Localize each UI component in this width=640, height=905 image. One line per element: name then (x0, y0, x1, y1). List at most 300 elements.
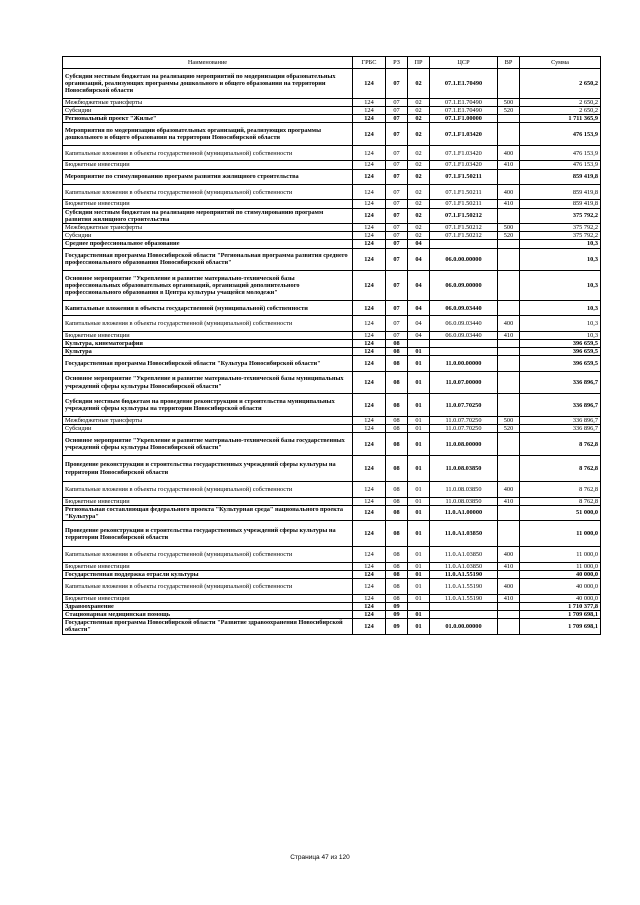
cell-vr (498, 602, 520, 610)
cell-pr: 02 (408, 208, 430, 223)
cell-name: Культура (63, 348, 353, 356)
cell-pr: 02 (408, 169, 430, 184)
cell-name: Бюджетные инвестиции (63, 200, 353, 208)
cell-rz: 08 (386, 425, 408, 433)
cell-sum: 375 792,2 (520, 232, 601, 240)
cell-grbs: 124 (353, 371, 386, 394)
cell-pr: 02 (408, 161, 430, 169)
cell-vr (498, 371, 520, 394)
cell-csr: 07.1.F1.50212 (430, 232, 498, 240)
cell-csr: 11.0.08.00000 (430, 433, 498, 456)
cell-rz: 08 (386, 433, 408, 456)
cell-csr: 07.1.F1.03420 (430, 146, 498, 161)
cell-rz: 08 (386, 570, 408, 578)
cell-sum: 2 650,2 (520, 107, 601, 115)
cell-rz: 07 (386, 208, 408, 223)
cell-pr: 01 (408, 482, 430, 497)
table-row (63, 248, 601, 271)
cell-pr: 02 (408, 200, 430, 208)
cell-vr: 410 (498, 594, 520, 602)
cell-name: Капитальные вложения в объекты государственной (муниципальной) собственности (63, 482, 353, 497)
cell-csr: 11.0.A1.03850 (430, 562, 498, 570)
cell-csr: 11.0.A1.03850 (430, 521, 498, 547)
table-row (63, 371, 601, 394)
cell-vr: 410 (498, 562, 520, 570)
cell-csr (430, 602, 498, 610)
cell-vr: 400 (498, 579, 520, 594)
table-row (63, 356, 601, 371)
cell-pr: 02 (408, 184, 430, 199)
cell-csr: 06.0.09.00000 (430, 271, 498, 301)
cell-csr: 07.1.F1.50212 (430, 208, 498, 223)
table-row (63, 339, 601, 347)
cell-name: Бюджетные инвестиции (63, 562, 353, 570)
cell-name: Культура, кинематография (63, 339, 353, 347)
cell-rz: 07 (386, 146, 408, 161)
cell-sum: 859 419,8 (520, 169, 601, 184)
cell-sum: 2 650,2 (520, 98, 601, 106)
cell-name: Государственная программа Новосибирской области "Региональная программа развития среднего профессионального образования Новосибирской области" (63, 248, 353, 271)
table-row (63, 146, 601, 161)
budget-table (62, 56, 601, 635)
cell-vr: 400 (498, 146, 520, 161)
cell-pr: 01 (408, 619, 430, 634)
cell-name: Основное мероприятие "Укрепление и развитие материально-технической базы профессиональных образовательных организаций, организаций дополнительного профессионального образования в Центра культуры учащейся молодежи" (63, 271, 353, 301)
cell-grbs: 124 (353, 579, 386, 594)
cell-rz: 07 (386, 223, 408, 231)
cell-grbs: 124 (353, 610, 386, 618)
cell-rz: 08 (386, 497, 408, 505)
cell-grbs: 124 (353, 208, 386, 223)
cell-vr (498, 356, 520, 371)
cell-sum: 10,3 (520, 316, 601, 331)
cell-csr: 01.0.00.00000 (430, 619, 498, 634)
table-row (63, 69, 601, 99)
cell-vr: 400 (498, 482, 520, 497)
cell-rz: 08 (386, 579, 408, 594)
table-row (63, 161, 601, 169)
cell-grbs: 124 (353, 169, 386, 184)
cell-sum: 11 000,0 (520, 562, 601, 570)
cell-rz: 07 (386, 300, 408, 315)
cell-name: Капитальные вложения в объекты государственной (муниципальной) собственности (63, 184, 353, 199)
cell-csr: 07.1.E1.70490 (430, 69, 498, 99)
cell-rz: 08 (386, 339, 408, 347)
table-row (63, 619, 601, 634)
cell-grbs: 124 (353, 200, 386, 208)
cell-grbs: 124 (353, 271, 386, 301)
cell-vr (498, 505, 520, 520)
table-row (63, 348, 601, 356)
cell-csr (430, 339, 498, 347)
cell-pr: 01 (408, 562, 430, 570)
cell-name: Мероприятие по стимулированию программ развития жилищного строительства (63, 169, 353, 184)
table-row (63, 482, 601, 497)
cell-name: Субсидии местным бюджетам на проведение реконструкции и строительства муниципальных учреждений сферы культуры на территории Новосибирской области (63, 394, 353, 417)
cell-pr: 02 (408, 107, 430, 115)
cell-grbs: 124 (353, 123, 386, 146)
cell-csr: 11.0.07.70250 (430, 394, 498, 417)
cell-grbs: 124 (353, 316, 386, 331)
table-row (63, 455, 601, 481)
cell-grbs: 124 (353, 356, 386, 371)
cell-name: Бюджетные инвестиции (63, 497, 353, 505)
table-row (63, 610, 601, 618)
cell-vr (498, 348, 520, 356)
cell-grbs: 124 (353, 98, 386, 106)
cell-csr: 07.1.F1.50212 (430, 223, 498, 231)
cell-rz: 08 (386, 547, 408, 562)
table-row (63, 107, 601, 115)
table-row (63, 208, 601, 223)
cell-name: Капитальные вложения в объекты государственной (муниципальной) собственности (63, 316, 353, 331)
cell-name: Здравоохранение (63, 602, 353, 610)
table-row (63, 169, 601, 184)
cell-name: Государственная программа Новосибирской области "Развитие здравоохранения Новосибирской области" (63, 619, 353, 634)
cell-grbs: 124 (353, 331, 386, 339)
cell-vr (498, 521, 520, 547)
table-row (63, 570, 601, 578)
cell-vr: 410 (498, 497, 520, 505)
table-row (63, 98, 601, 106)
cell-pr: 02 (408, 123, 430, 146)
cell-grbs: 124 (353, 394, 386, 417)
cell-vr (498, 271, 520, 301)
cell-sum: 396 659,5 (520, 348, 601, 356)
cell-csr: 07.1.E1.70490 (430, 98, 498, 106)
cell-csr: 11.0.08.03850 (430, 497, 498, 505)
cell-csr: 07.1.F1.50211 (430, 200, 498, 208)
cell-rz: 07 (386, 161, 408, 169)
cell-rz: 07 (386, 200, 408, 208)
cell-name: Государственная поддержка отрасли культуры (63, 570, 353, 578)
cell-sum: 1 711 365,9 (520, 115, 601, 123)
cell-csr: 07.1.F1.03420 (430, 123, 498, 146)
cell-rz: 07 (386, 271, 408, 301)
header-csr: ЦСР (430, 57, 498, 69)
cell-name: Мероприятия по модернизации образовательных организаций, реализующих программы дошкольного и общего образования на территории Новосибирской области (63, 123, 353, 146)
cell-name: Государственная программа Новосибирской области "Культура Новосибирской области" (63, 356, 353, 371)
table-row (63, 232, 601, 240)
cell-pr: 01 (408, 433, 430, 456)
cell-pr: 01 (408, 579, 430, 594)
cell-grbs: 124 (353, 425, 386, 433)
table-row (63, 223, 601, 231)
cell-grbs: 124 (353, 505, 386, 520)
cell-pr: 04 (408, 240, 430, 248)
cell-pr: 02 (408, 98, 430, 106)
cell-pr: 01 (408, 547, 430, 562)
cell-name: Субсидии (63, 232, 353, 240)
cell-vr (498, 610, 520, 618)
header-pr: ПР (408, 57, 430, 69)
cell-pr (408, 602, 430, 610)
cell-sum: 40 000,0 (520, 570, 601, 578)
table-row (63, 579, 601, 594)
cell-csr: 11.0.07.00000 (430, 371, 498, 394)
cell-sum: 859 419,8 (520, 184, 601, 199)
cell-vr: 400 (498, 547, 520, 562)
header-rz: РЗ (386, 57, 408, 69)
header-grbs: ГРБС (353, 57, 386, 69)
cell-grbs: 124 (353, 562, 386, 570)
cell-rz: 08 (386, 521, 408, 547)
cell-pr: 01 (408, 416, 430, 424)
cell-rz: 08 (386, 562, 408, 570)
cell-csr: 07.1.F1.50211 (430, 169, 498, 184)
cell-name: Бюджетные инвестиции (63, 161, 353, 169)
cell-name: Региональная составляющая федерального проекта "Культурная среда" национального проекта "Культура" (63, 505, 353, 520)
cell-name: Межбюджетные трансферты (63, 98, 353, 106)
cell-sum: 8 762,8 (520, 455, 601, 481)
cell-grbs: 124 (353, 455, 386, 481)
cell-csr: 11.0.A1.55190 (430, 570, 498, 578)
cell-vr: 400 (498, 316, 520, 331)
cell-grbs: 124 (353, 594, 386, 602)
cell-vr: 410 (498, 331, 520, 339)
cell-pr: 04 (408, 316, 430, 331)
cell-name: Субсидии местным бюджетам на реализацию мероприятий по модернизации образовательных организаций, реализующих программы дошкольного и общего образования на территории Новосибирской области (63, 69, 353, 99)
cell-rz: 08 (386, 394, 408, 417)
cell-pr: 01 (408, 356, 430, 371)
cell-sum: 1 709 698,1 (520, 610, 601, 618)
cell-csr: 11.0.A1.03850 (430, 547, 498, 562)
cell-rz: 07 (386, 115, 408, 123)
table-row (63, 331, 601, 339)
table-row (63, 123, 601, 146)
cell-vr (498, 248, 520, 271)
cell-vr (498, 169, 520, 184)
cell-rz: 07 (386, 98, 408, 106)
cell-rz: 09 (386, 610, 408, 618)
table-row (63, 425, 601, 433)
cell-rz: 07 (386, 184, 408, 199)
table-row (63, 497, 601, 505)
cell-rz: 08 (386, 348, 408, 356)
table-row (63, 271, 601, 301)
table-row (63, 562, 601, 570)
cell-pr: 01 (408, 371, 430, 394)
table-row (63, 547, 601, 562)
cell-sum: 10,3 (520, 271, 601, 301)
table-row (63, 240, 601, 248)
cell-sum: 336 896,7 (520, 394, 601, 417)
cell-name: Стационарная медицинская помощь (63, 610, 353, 618)
cell-grbs: 124 (353, 619, 386, 634)
cell-sum: 859 419,8 (520, 200, 601, 208)
cell-sum: 336 896,7 (520, 425, 601, 433)
cell-name: Проведение реконструкции и строительства государственных учреждений сферы культуры на территории Новосибирской области (63, 455, 353, 481)
cell-sum: 1 709 698,1 (520, 619, 601, 634)
cell-sum: 396 659,5 (520, 356, 601, 371)
table-row (63, 602, 601, 610)
table-body (63, 69, 601, 635)
cell-pr: 01 (408, 394, 430, 417)
cell-pr (408, 339, 430, 347)
cell-csr: 11.0.07.70250 (430, 416, 498, 424)
cell-csr: 11.0.08.03850 (430, 455, 498, 481)
cell-sum: 10,3 (520, 331, 601, 339)
cell-name: Межбюджетные трансферты (63, 416, 353, 424)
cell-vr: 410 (498, 200, 520, 208)
cell-sum: 40 000,0 (520, 579, 601, 594)
cell-grbs: 124 (353, 232, 386, 240)
cell-rz: 08 (386, 416, 408, 424)
cell-csr: 07.1.F1.00000 (430, 115, 498, 123)
table-row (63, 433, 601, 456)
cell-sum: 476 153,9 (520, 123, 601, 146)
cell-grbs: 124 (353, 184, 386, 199)
cell-grbs: 124 (353, 240, 386, 248)
cell-rz: 07 (386, 248, 408, 271)
cell-vr: 500 (498, 223, 520, 231)
cell-rz: 08 (386, 371, 408, 394)
cell-name: Субсидии местным бюджетам на реализацию мероприятий по стимулированию программ развития жилищного строительства (63, 208, 353, 223)
cell-grbs: 124 (353, 348, 386, 356)
cell-sum: 336 896,7 (520, 371, 601, 394)
cell-sum: 51 000,0 (520, 505, 601, 520)
cell-name: Капитальные вложения в объекты государственной (муниципальной) собственности (63, 547, 353, 562)
cell-sum: 336 896,7 (520, 416, 601, 424)
cell-csr: 07.1.F1.50211 (430, 184, 498, 199)
cell-sum: 8 762,8 (520, 497, 601, 505)
cell-sum: 476 153,9 (520, 146, 601, 161)
cell-name: Бюджетные инвестиции (63, 594, 353, 602)
cell-vr (498, 455, 520, 481)
cell-sum: 40 000,0 (520, 594, 601, 602)
cell-sum: 10,3 (520, 300, 601, 315)
cell-vr (498, 300, 520, 315)
cell-pr: 01 (408, 610, 430, 618)
cell-rz: 08 (386, 482, 408, 497)
cell-csr: 06.0.09.03440 (430, 300, 498, 315)
cell-grbs: 124 (353, 115, 386, 123)
document-page (62, 56, 600, 635)
cell-pr: 01 (408, 505, 430, 520)
cell-vr (498, 240, 520, 248)
cell-pr: 01 (408, 425, 430, 433)
table-row (63, 505, 601, 520)
cell-rz: 07 (386, 69, 408, 99)
cell-pr: 01 (408, 497, 430, 505)
cell-vr (498, 123, 520, 146)
cell-grbs: 124 (353, 602, 386, 610)
cell-sum: 11 000,0 (520, 521, 601, 547)
cell-grbs: 124 (353, 248, 386, 271)
cell-csr: 11.0.A1.00000 (430, 505, 498, 520)
cell-vr (498, 339, 520, 347)
cell-rz: 08 (386, 594, 408, 602)
cell-sum: 375 792,2 (520, 208, 601, 223)
cell-vr (498, 208, 520, 223)
cell-vr: 400 (498, 184, 520, 199)
table-row (63, 521, 601, 547)
cell-sum: 375 792,2 (520, 223, 601, 231)
cell-grbs: 124 (353, 107, 386, 115)
cell-sum: 476 153,9 (520, 161, 601, 169)
header-name: Наименование (63, 57, 353, 69)
cell-sum: 396 659,5 (520, 339, 601, 347)
cell-pr: 04 (408, 300, 430, 315)
cell-csr: 11.0.08.03850 (430, 482, 498, 497)
cell-sum: 8 762,8 (520, 433, 601, 456)
cell-csr: 06.0.09.03440 (430, 316, 498, 331)
cell-csr (430, 610, 498, 618)
table-row (63, 115, 601, 123)
cell-pr: 04 (408, 331, 430, 339)
cell-rz: 08 (386, 505, 408, 520)
cell-rz: 07 (386, 240, 408, 248)
cell-csr: 06.0.00.00000 (430, 248, 498, 271)
cell-name: Бюджетные инвестиции (63, 331, 353, 339)
table-row (63, 300, 601, 315)
cell-name: Основное мероприятие "Укрепление и развитие материально-технической базы муниципальных учреждений сферы культуры Новосибирской области" (63, 371, 353, 394)
cell-vr: 410 (498, 161, 520, 169)
cell-grbs: 124 (353, 146, 386, 161)
cell-sum: 2 650,2 (520, 69, 601, 99)
cell-pr: 02 (408, 146, 430, 161)
cell-vr (498, 115, 520, 123)
cell-pr: 02 (408, 232, 430, 240)
cell-csr (430, 348, 498, 356)
cell-csr: 07.1.E1.70490 (430, 107, 498, 115)
cell-grbs: 124 (353, 482, 386, 497)
cell-pr: 02 (408, 69, 430, 99)
cell-name: Среднее профессиональное образование (63, 240, 353, 248)
cell-sum: 11 000,0 (520, 547, 601, 562)
cell-pr: 01 (408, 570, 430, 578)
cell-vr: 520 (498, 425, 520, 433)
cell-grbs: 124 (353, 223, 386, 231)
cell-pr: 01 (408, 348, 430, 356)
header-sum: Сумма (520, 57, 601, 69)
cell-vr: 500 (498, 416, 520, 424)
table-row (63, 200, 601, 208)
cell-grbs: 124 (353, 69, 386, 99)
cell-name: Субсидии (63, 425, 353, 433)
header-vr: ВР (498, 57, 520, 69)
table-row (63, 394, 601, 417)
cell-csr (430, 240, 498, 248)
cell-grbs: 124 (353, 497, 386, 505)
cell-name: Капитальные вложения в объекты государственной (муниципальной) собственности (63, 300, 353, 315)
cell-grbs: 124 (353, 300, 386, 315)
cell-rz: 07 (386, 107, 408, 115)
cell-pr: 01 (408, 594, 430, 602)
cell-grbs: 124 (353, 416, 386, 424)
page-number: Страница 47 из 120 (290, 854, 350, 861)
cell-grbs: 124 (353, 433, 386, 456)
cell-name: Капитальные вложения в объекты государственной (муниципальной) собственности (63, 146, 353, 161)
cell-vr: 520 (498, 107, 520, 115)
cell-vr (498, 433, 520, 456)
cell-csr: 11.0.A1.55190 (430, 579, 498, 594)
cell-csr: 11.0.00.00000 (430, 356, 498, 371)
cell-name: Межбюджетные трансферты (63, 223, 353, 231)
cell-pr: 01 (408, 455, 430, 481)
cell-sum: 1 710 377,8 (520, 602, 601, 610)
cell-pr: 04 (408, 248, 430, 271)
cell-rz: 08 (386, 455, 408, 481)
table-row (63, 184, 601, 199)
cell-rz: 09 (386, 619, 408, 634)
table-row (63, 594, 601, 602)
cell-vr: 500 (498, 98, 520, 106)
cell-name: Субсидии (63, 107, 353, 115)
cell-grbs: 124 (353, 570, 386, 578)
cell-vr (498, 619, 520, 634)
cell-name: Капитальные вложения в объекты государственной (муниципальной) собственности (63, 579, 353, 594)
